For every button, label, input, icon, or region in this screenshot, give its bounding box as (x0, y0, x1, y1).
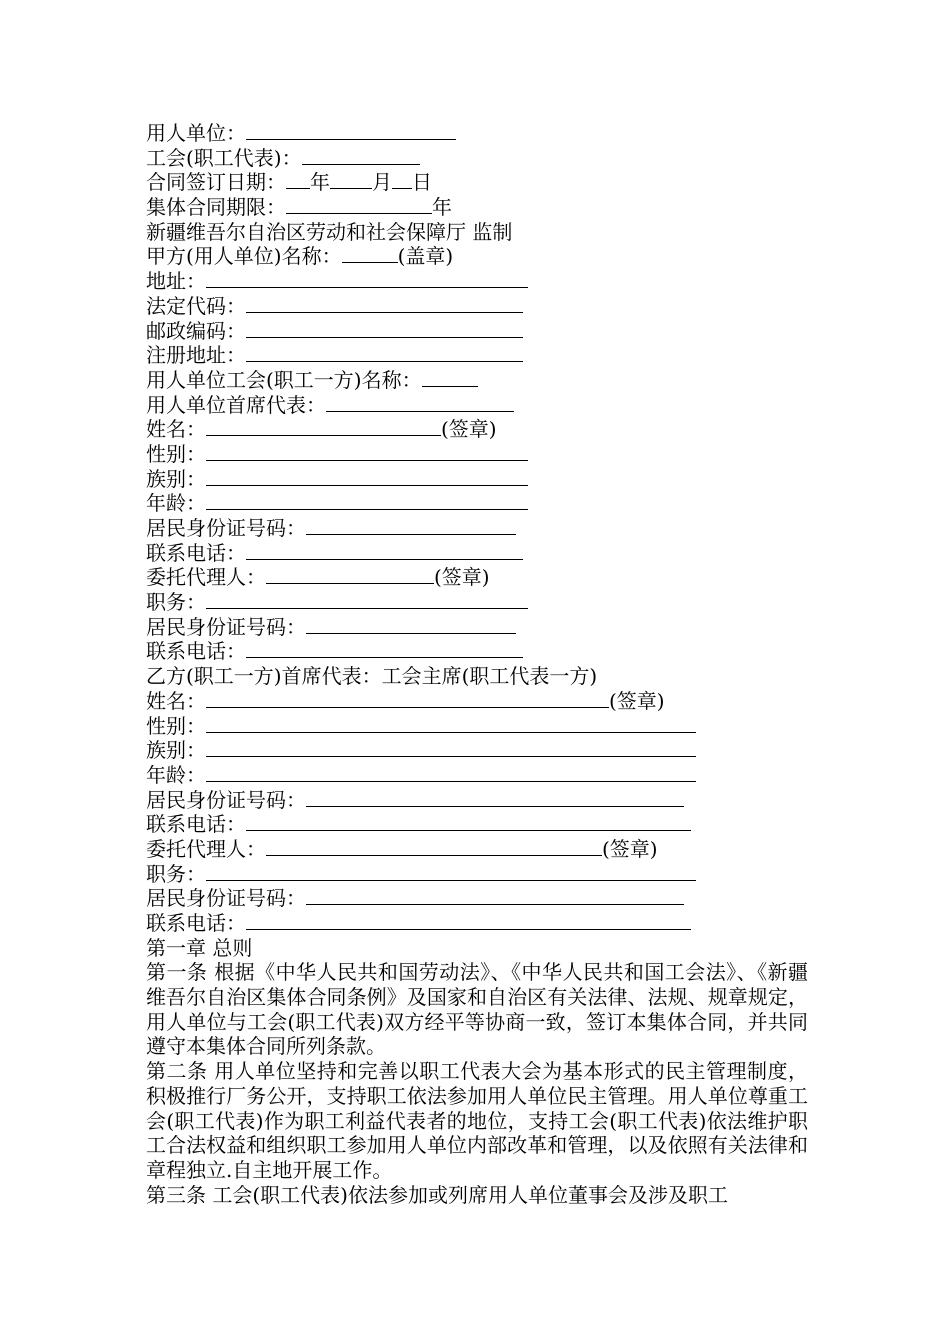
address-blank (206, 269, 528, 288)
a-ethnicity-label: 族别： (146, 466, 206, 491)
year-label: 年 (310, 170, 330, 195)
b-age-line (146, 763, 808, 788)
a-name-label: 姓名： (146, 417, 206, 442)
address-label: 地址： (146, 269, 206, 294)
article-3: 第三条 工会(职工代表)依法参加或列席用人单位董事会及涉及职工 (146, 1182, 728, 1207)
postal-code-label: 邮政编码： (146, 318, 246, 343)
b-agent-label: 委托代理人： (146, 836, 266, 861)
b-gender-blank (206, 714, 696, 733)
supervisor-line: 新疆维吾尔自治区劳动和社会保障厅 监制 (146, 219, 513, 244)
a-agent-phone-blank (246, 639, 523, 658)
b-id-blank (306, 788, 684, 807)
a-age-label: 年龄： (146, 491, 206, 516)
b-agent-phone-line (146, 911, 808, 936)
legal-code-line (146, 294, 808, 319)
employer-unit-line (146, 121, 808, 146)
b-phone-label: 联系电话： (146, 812, 246, 837)
reg-address-blank (246, 343, 523, 362)
a-phone-label: 联系电话： (146, 540, 246, 565)
a-agent-label: 委托代理人： (146, 565, 266, 590)
a-id-blank (306, 516, 516, 535)
b-phone-line (146, 812, 808, 837)
b-name-blank (206, 689, 609, 708)
party-a-name-label: 甲方(用人单位)名称： (146, 244, 342, 269)
union-rep-blank (302, 146, 420, 165)
b-agent-phone-label: 联系电话： (146, 911, 246, 935)
term-blank (286, 195, 432, 214)
b-agent-line (146, 837, 808, 862)
union-rep-line (146, 146, 808, 171)
reg-address-label: 注册地址： (146, 343, 246, 368)
b-ethnicity-line (146, 738, 808, 763)
b-agent-id-line (146, 886, 808, 911)
a-position-label: 职务： (146, 590, 206, 615)
b-phone-blank (246, 812, 691, 831)
a-ethnicity-blank (206, 467, 528, 486)
contract-body (146, 121, 808, 1207)
term-label: 集体合同期限： (146, 195, 286, 220)
a-gender-line (146, 442, 808, 467)
b-ethnicity-blank (206, 738, 696, 757)
union-rep-label: 工会(职工代表)： (146, 145, 302, 170)
a-phone-line (146, 541, 808, 566)
b-name-line (146, 689, 808, 714)
union-name-blank (422, 368, 478, 387)
b-agent-id-blank (306, 886, 684, 905)
stamp-label: (盖章) (397, 244, 454, 269)
reg-address-line (146, 343, 808, 368)
employer-chief-blank (326, 393, 514, 412)
a-name-sign: (签章) (441, 417, 497, 442)
a-agent-phone-line (146, 639, 808, 664)
b-agent-id-label: 居民身份证号码： (146, 886, 306, 911)
b-age-blank (206, 763, 696, 782)
year-blank (286, 170, 310, 189)
employer-unit-label: 用人单位： (146, 121, 246, 145)
b-gender-label: 性别： (146, 713, 206, 738)
chapter-heading: 第一章 总则 (146, 935, 253, 960)
legal-code-label: 法定代码： (146, 293, 246, 318)
b-position-line (146, 862, 808, 887)
a-agent-phone-label: 联系电话： (146, 639, 246, 664)
b-position-label: 职务： (146, 861, 206, 886)
postal-code-blank (246, 319, 523, 338)
a-gender-blank (206, 442, 528, 461)
b-ethnicity-label: 族别： (146, 738, 206, 763)
a-agent-sign: (签章) (434, 565, 490, 590)
day-blank (392, 170, 412, 189)
employer-unit-blank (246, 121, 456, 140)
sign-date-line (146, 170, 808, 195)
legal-code-blank (246, 294, 523, 313)
postal-code-line (146, 319, 808, 344)
a-agent-blank (266, 565, 434, 584)
a-name-blank (206, 417, 441, 436)
a-age-line (146, 491, 808, 516)
union-name-label: 用人单位工会(职工一方)名称： (146, 367, 422, 392)
month-blank (330, 170, 372, 189)
party-b-chief-line: 乙方(职工一方)首席代表：工会主席(职工代表一方) (146, 664, 598, 689)
a-name-line (146, 417, 808, 442)
employer-chief-line (146, 393, 808, 418)
a-age-blank (206, 491, 528, 510)
b-id-label: 居民身份证号码： (146, 787, 306, 812)
article-1: 第一条 根据《中华人民共和国劳动法》、《中华人民共和国工会法》、《新疆维吾尔自治区集体合同条例》及国家和自治区有关法律、法规、规章规定，用人单位与工会(职工代表)双方经平等协商一致，签订本集体合同，并共同遵守本集体合同所列条款。 (146, 960, 808, 1059)
address-line (146, 269, 808, 294)
a-id-label: 居民身份证号码： (146, 516, 306, 540)
a-agent-line (146, 565, 808, 590)
b-name-sign: (签章) (609, 688, 665, 713)
a-position-line (146, 590, 808, 615)
article-2: 第二条 用人单位坚持和完善以职工代表大会为基本形式的民主管理制度，积极推行厂务公开，支持职工依法参加用人单位民主管理。用人单位尊重工会(职工代表)作为职工利益代表者的地位，支持工会(职工代表)依法维护职工合法权益和组织职工参加用人单位内部改革和管理，以及依照有关法律和章程独立.自主地开展工作。 (146, 1059, 808, 1182)
b-gender-line (146, 714, 808, 739)
party-a-name-line (146, 244, 808, 269)
a-ethnicity-line (146, 467, 808, 492)
a-gender-label: 性别： (146, 441, 206, 466)
sign-date-label: 合同签订日期： (146, 170, 286, 195)
b-agent-phone-blank (246, 911, 691, 930)
b-name-label: 姓名： (146, 688, 206, 713)
term-unit: 年 (432, 195, 452, 220)
a-position-blank (206, 590, 528, 609)
month-label: 月 (372, 170, 392, 195)
party-a-name-blank (342, 244, 398, 263)
b-age-label: 年龄： (146, 762, 206, 787)
a-agent-id-line (146, 615, 808, 640)
a-phone-blank (246, 541, 523, 560)
employer-chief-label: 用人单位首席代表： (146, 392, 326, 417)
b-id-line (146, 788, 808, 813)
term-line (146, 195, 808, 220)
day-label: 日 (412, 170, 432, 195)
a-id-line (146, 516, 808, 541)
union-name-line (146, 368, 808, 393)
b-agent-sign: (签章) (602, 836, 658, 861)
a-agent-id-label: 居民身份证号码： (146, 614, 306, 639)
b-agent-blank (266, 837, 602, 856)
a-agent-id-blank (306, 615, 516, 634)
b-position-blank (206, 862, 696, 881)
